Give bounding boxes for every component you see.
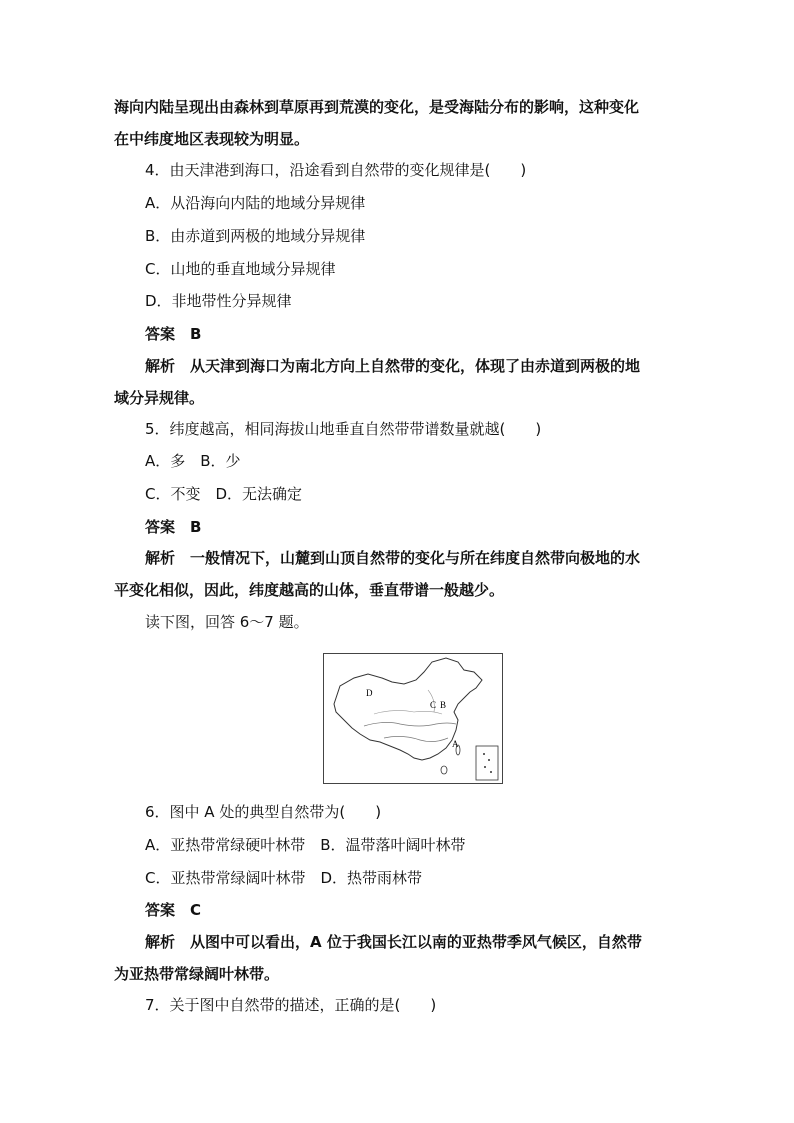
instruction: 读下图，回答 6～7 题。	[145, 613, 309, 631]
option-c: C．山地的垂直地域分异规律	[145, 260, 336, 278]
explanation-cont: 为亚热带常绿阔叶林带。	[114, 965, 280, 983]
options-ab: A．多 B．少	[145, 452, 241, 470]
option-a: A．从沿海向内陆的地域分异规律	[145, 194, 366, 212]
map-label-a: A	[452, 739, 459, 749]
text-line: 在中纬度地区表现较为明显。	[114, 130, 310, 148]
answer: 答案 B	[145, 325, 202, 343]
question-6: 6．图中 A 处的典型自然带为( )	[145, 803, 382, 821]
map-label-d: D	[366, 688, 373, 698]
options-cd: C．不变 D．无法确定	[145, 485, 303, 503]
explanation: 解析 从图中可以看出，A 位于我国长江以南的亚热带季风气候区，自然带	[145, 933, 642, 951]
options-ab: A．亚热带常绿硬叶林带 B．温带落叶阔叶林带	[145, 836, 466, 854]
map-label-c: C	[430, 700, 437, 710]
text-line: 海向内陆呈现出由森林到草原再到荒漠的变化，是受海陆分布的影响，这种变化	[114, 98, 640, 116]
options-cd: C．亚热带常绿阔叶林带 D．热带雨林带	[145, 869, 423, 887]
answer: 答案 B	[145, 518, 202, 536]
explanation-cont: 平变化相似，因此，纬度越高的山体，垂直带谱一般越少。	[114, 581, 505, 599]
explanation: 解析 从天津到海口为南北方向上自然带的变化，体现了由赤道到两极的地	[145, 357, 641, 375]
china-map-figure	[323, 653, 503, 784]
map-graphic	[324, 654, 502, 783]
question-7: 7．关于图中自然带的描述，正确的是( )	[145, 996, 437, 1014]
map-label-b: B	[440, 700, 447, 710]
option-b: B．由赤道到两极的地域分异规律	[145, 227, 366, 245]
question-4: 4．由天津港到海口，沿途看到自然带的变化规律是( )	[145, 161, 527, 179]
answer: 答案 C	[145, 901, 202, 919]
option-d: D．非地带性分异规律	[145, 292, 292, 310]
question-5: 5．纬度越高，相同海拔山地垂直自然带带谱数量就越( )	[145, 420, 542, 438]
explanation: 解析 一般情况下，山麓到山顶自然带的变化与所在纬度自然带向极地的水	[145, 549, 641, 567]
explanation-cont: 域分异规律。	[114, 389, 205, 407]
